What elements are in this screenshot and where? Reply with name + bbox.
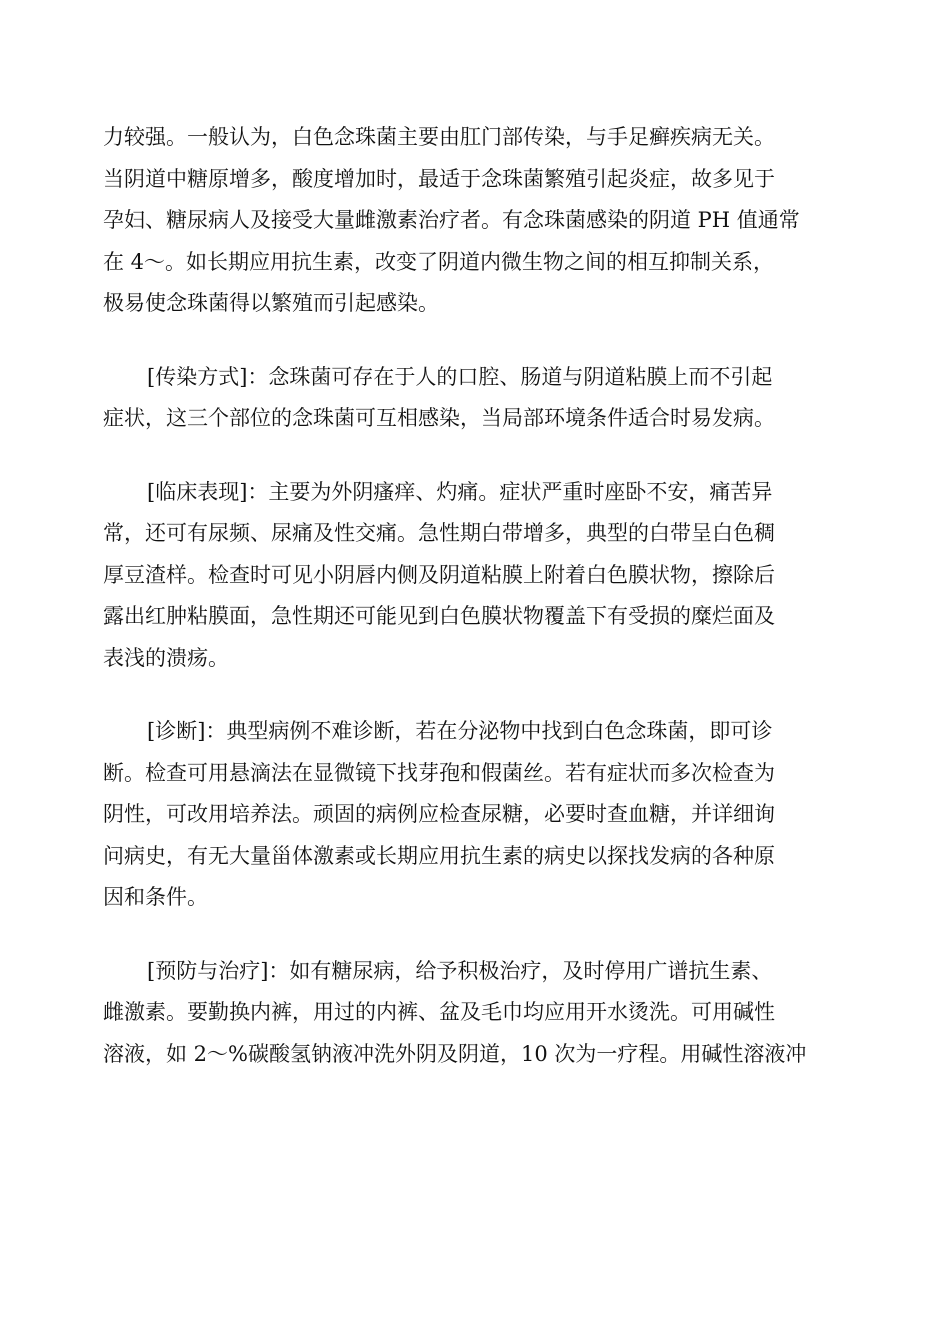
text-line: 厚豆渣样。检查时可见小阴唇内侧及阴道粘膜上附着白色膜状物，擦除后 (103, 562, 775, 587)
paragraph-intro (103, 117, 848, 325)
text-line: 露出红肿粘膜面，急性期还可能见到白色膜状物覆盖下有受损的糜烂面及 (103, 604, 775, 628)
paragraph-diagnosis (103, 711, 848, 919)
text-line: 表浅的溃疡。 (103, 645, 229, 670)
text-line: 常，还可有尿频、尿痛及性交痛。急性期白带增多，典型的白带呈白色稠 (103, 521, 775, 545)
text-line: 孕妇、糖尿病人及接受大量雌激素治疗者。有念珠菌感染的阴道 PH 值通常 (103, 208, 800, 232)
text-line: 因和条件。 (103, 885, 208, 909)
text-line: 雌激素。要勤换内裤，用过的内裤、盆及毛巾均应用开水烫洗。可用碱性 (103, 1000, 775, 1024)
paragraph-transmission (103, 357, 848, 440)
text-line: 阴性，可改用培养法。顽固的病例应检查尿糖，必要时查血糖，并详细询 (103, 802, 775, 826)
text-line: 力较强。一般认为，白色念珠菌主要由肛门部传染，与手足癣疾病无关。 (103, 125, 775, 149)
text-line: 溶液，如 2～%碳酸氢钠液冲洗外阴及阴道，10 次为一疗程。用碱性溶液冲 (103, 1041, 807, 1066)
text-line: [预防与治疗]：如有糖尿病，给予积极治疗，及时停用广谱抗生素、 (147, 958, 773, 983)
text-line: [诊断]：典型病例不难诊断，若在分泌物中找到白色念珠菌，即可诊 (147, 719, 773, 743)
text-line: 症状，这三个部位的念珠菌可互相感染，当局部环境条件适合时易发病。 (103, 406, 775, 430)
text-line: [临床表现]：主要为外阴瘙痒、灼痛。症状严重时座卧不安，痛苦异 (147, 479, 773, 504)
text-line: 极易使念珠菌得以繁殖而引起感染。 (103, 291, 439, 315)
paragraph-clinical (103, 472, 848, 680)
text-line: 当阴道中糖原增多，酸度增加时，最适于念珠菌繁殖引起炎症，故多见于 (103, 166, 775, 191)
text-line: 断。检查可用悬滴法在显微镜下找芽孢和假菌丝。若有症状而多次检查为 (103, 760, 775, 785)
document-body (103, 117, 848, 1075)
text-line: 问病史，有无大量甾体激素或长期应用抗生素的病史以探找发病的各种原 (103, 843, 775, 868)
paragraph-treatment (103, 951, 848, 1076)
text-line: 在 4～。如长期应用抗生素，改变了阴道内微生物之间的相互抑制关系， (103, 249, 775, 274)
text-line: [传染方式]：念珠菌可存在于人的口腔、肠道与阴道粘膜上而不引起 (147, 364, 773, 389)
